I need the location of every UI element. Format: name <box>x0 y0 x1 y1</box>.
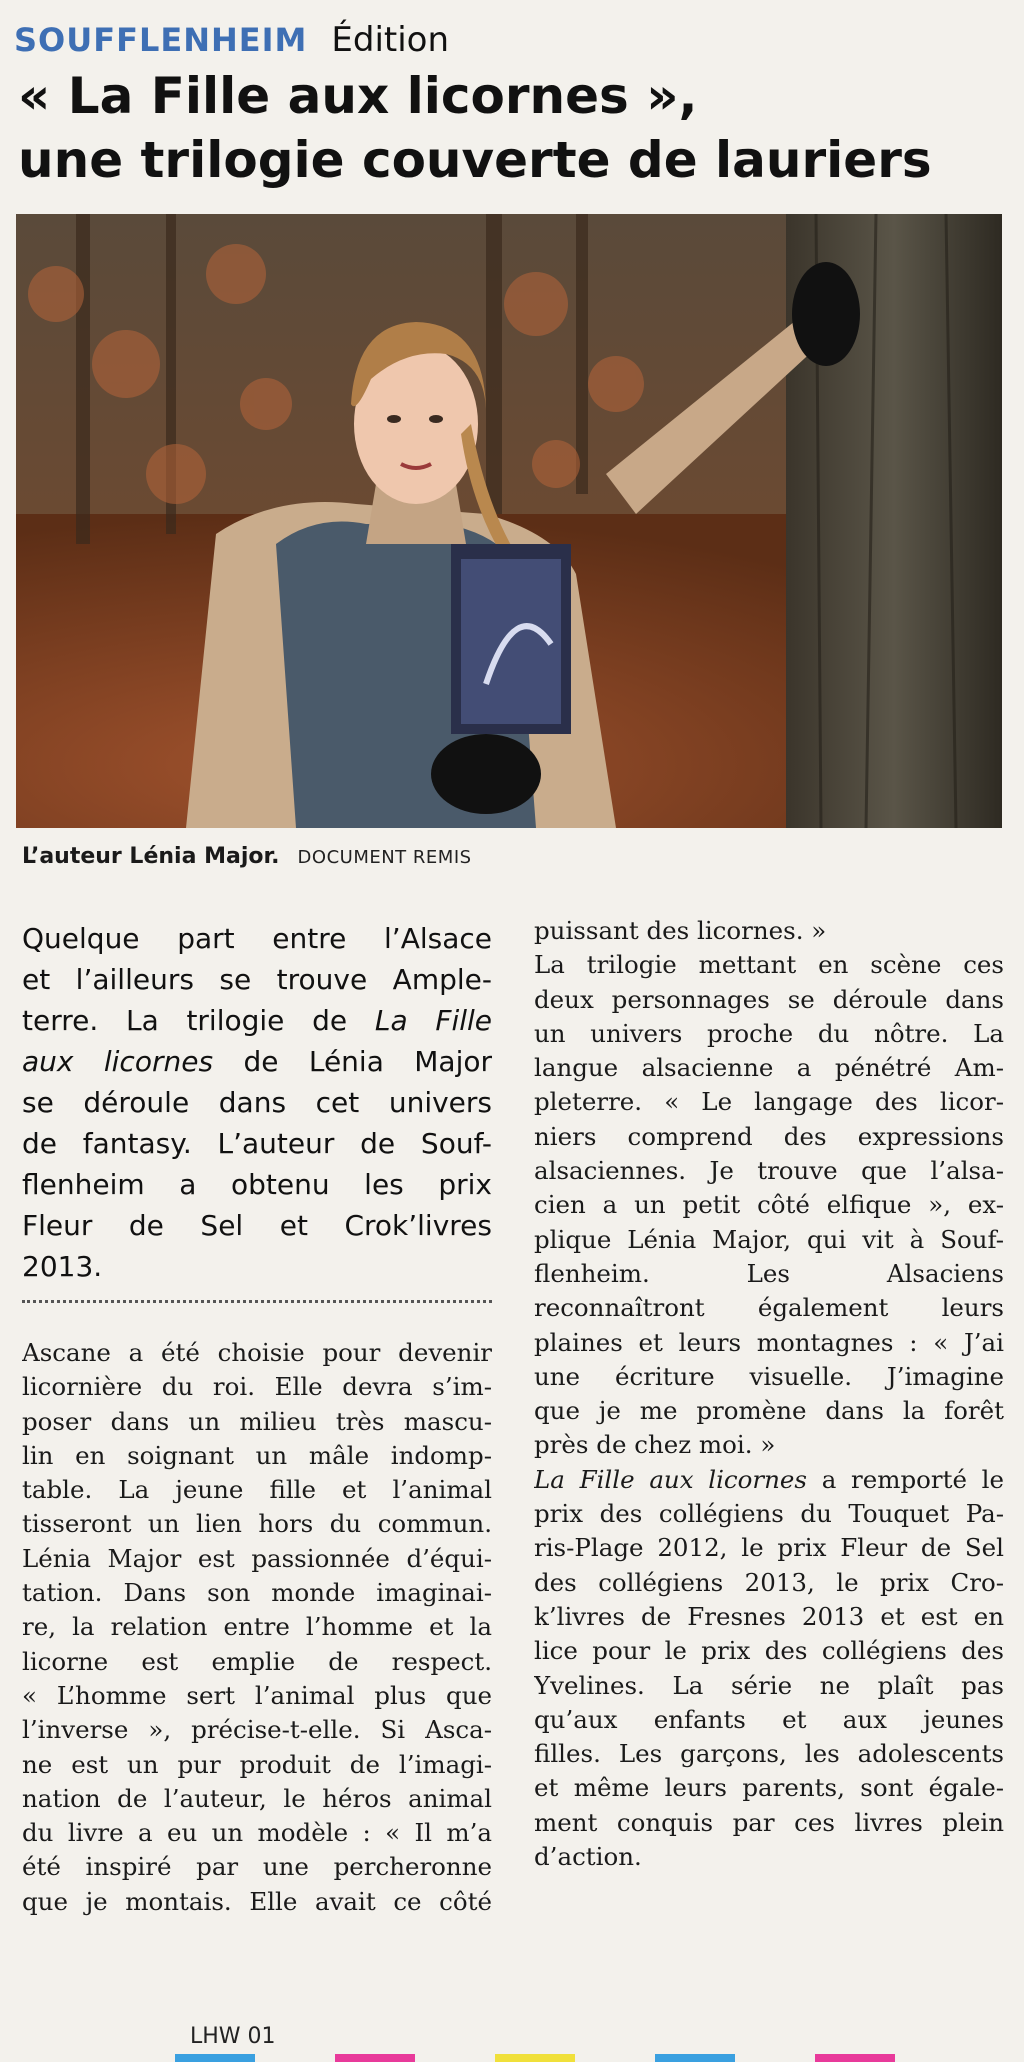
body-line: près de chez moi. » <box>534 1430 776 1460</box>
lead-line: et l’ailleurs se trouve Ample- <box>22 963 492 996</box>
lead-line: se déroule dans cet univers <box>22 1086 492 1119</box>
body-line: Yvelines. La série ne plaît pas <box>534 1670 1004 1700</box>
body-line <box>534 1463 1004 1497</box>
body-line: ne est un pur produit de l’imagi- <box>22 1749 492 1779</box>
body-line: que je me promène dans la forêt <box>534 1396 1004 1426</box>
body-line: plique Lénia Major, qui vit à Souf- <box>534 1224 1004 1254</box>
body-line: table. La jeune fille et l’animal <box>22 1475 492 1505</box>
article-headline <box>18 64 1008 192</box>
body-line: du livre a eu un modèle : « Il m’a <box>22 1818 492 1848</box>
body-line: alsaciennes. Je trouve que l’alsa- <box>534 1156 1004 1186</box>
body-line: reconnaîtront également leurs <box>534 1293 1004 1323</box>
body-line: Ascane a été choisie pour devenir <box>22 1338 492 1367</box>
lead-line: de fantasy. L’auteur de Souf- <box>22 1127 492 1160</box>
body-line: ment conquis par ces livres plein <box>534 1807 1004 1837</box>
body-line: des collégiens 2013, le prix Cro- <box>534 1567 1004 1597</box>
body-line: pleterre. « Le langage des licor- <box>534 1087 1004 1117</box>
article-photo <box>16 214 1002 828</box>
lead-line-part: de Lénia Major <box>243 1045 492 1078</box>
body-line: tation. Dans son monde imaginai- <box>22 1578 492 1608</box>
lead-line: Fleur de Sel et Crok’livres <box>22 1209 492 1242</box>
section-place: SOUFFLENHEIM <box>14 21 308 59</box>
page-folio: LHW 01 <box>190 2024 276 2049</box>
body-line: poser dans un milieu très mascu- <box>22 1406 492 1436</box>
body-line: Lénia Major est passionnée d’équi- <box>22 1543 492 1573</box>
body-line: lin en soignant un mâle indomp- <box>22 1440 492 1470</box>
section-edition: Édition <box>331 20 450 60</box>
print-registration-bars <box>0 2054 1024 2062</box>
body-line: d’action. <box>534 1842 642 1872</box>
lead-line: flenheim a obtenu les prix <box>22 1168 492 1201</box>
photo-caption <box>22 844 472 876</box>
lead-line <box>22 1041 492 1082</box>
body-line: langue alsacienne a pénétré Am- <box>534 1053 1004 1083</box>
body-line: tisseront un lien hors du commun. <box>22 1509 492 1539</box>
body-line: prix des collégiens du Touquet Pa- <box>534 1499 1004 1529</box>
body-line: La trilogie mettant en scène ces <box>534 950 1004 980</box>
caption-text: L’auteur Lénia Major. <box>22 844 280 869</box>
body-line: plaines et leurs montagnes : « J’ai <box>534 1327 1004 1357</box>
body-column-1 <box>22 1336 492 1919</box>
headline-line-1: « La Fille aux licornes », <box>18 67 698 125</box>
body-line: filles. Les garçons, les adolescents <box>534 1739 1004 1769</box>
body-line: licorne est emplie de respect. <box>22 1646 492 1676</box>
body-line: flenheim. Les Alsaciens <box>534 1258 1004 1288</box>
body-line: cien a un petit côté elfique », ex- <box>534 1190 1004 1220</box>
lead-line: 2013. <box>22 1250 103 1283</box>
body-line: une écriture visuelle. J’imagine <box>534 1361 1004 1391</box>
body-line: licornière du roi. Elle devra s’im- <box>22 1372 492 1402</box>
lead-title-italic: La Fille <box>374 1004 493 1037</box>
body-line: et même leurs parents, sont égale- <box>534 1773 1004 1803</box>
body-line: ris-Plage 2012, le prix Fleur de Sel <box>534 1533 1004 1563</box>
body-line: nation de l’auteur, le héros animal <box>22 1783 492 1813</box>
lead-line <box>22 1000 492 1041</box>
body-line: lice pour le prix des collégiens des <box>534 1636 1004 1666</box>
body-line: k’livres de Fresnes 2013 et est en <box>534 1601 1004 1631</box>
body-line: deux personnages se déroule dans <box>534 984 1004 1014</box>
body-line: été inspiré par une percheronne <box>22 1852 492 1882</box>
body-line: un univers proche du nôtre. La <box>534 1018 1004 1048</box>
body-line: niers comprend des expressions <box>534 1121 1004 1151</box>
body-line: l’inverse », précise-t-elle. Si Asca- <box>22 1715 492 1745</box>
body-line: qu’aux enfants et aux jeunes <box>534 1704 1004 1734</box>
lead-line: Quelque part entre l’Alsace <box>22 922 492 955</box>
body-line: que je montais. Elle avait ce côté <box>22 1886 492 1916</box>
author-photo-illustration <box>16 214 1002 828</box>
body-column-2 <box>534 914 1004 1874</box>
photo-credit: DOCUMENT REMIS <box>297 847 472 868</box>
body-title-italic: La Fille aux licornes <box>534 1464 807 1494</box>
lead-title-italic: aux licornes <box>22 1045 214 1078</box>
section-rubric <box>14 20 449 60</box>
body-line: re, la relation entre l’homme et la <box>22 1612 492 1642</box>
dotted-separator <box>22 1300 492 1303</box>
lead-line-part: terre. La trilogie de <box>22 1004 348 1037</box>
article-lead <box>22 918 492 1287</box>
headline-line-2: une trilogie couverte de lauriers <box>18 131 932 189</box>
body-line: « L’homme sert l’animal plus que <box>22 1680 492 1710</box>
body-line-part: a remporté le <box>821 1464 1004 1494</box>
body-line: puissant des licornes. » <box>534 916 827 945</box>
